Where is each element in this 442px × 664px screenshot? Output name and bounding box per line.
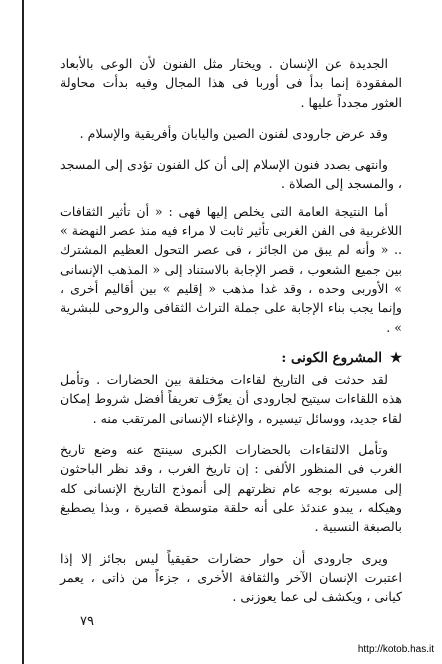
watermark-url: http://kotob.has.it bbox=[357, 644, 434, 655]
paragraph-5: لقد حدثت فى التاريخ لقاءات مختلفة بين الحضارات . وتأمل هذه اللقاءات سيتيح لجارودى أن يعرِّف تعريفاً أفضل شروط إمكان لقاء جديد، ووسائل تيسيره ، والإغناء الإنسانى المرتقب منه . bbox=[60, 372, 402, 426]
page-number: ٧٩ bbox=[80, 614, 94, 629]
paragraph-2: وقد عرض جارودى لفنون الصين واليابان وأفريقية والإسلام . bbox=[79, 125, 388, 141]
paragraph-4: أما النتيجة العامة التى يخلص إليها فهى : « أن تأثير الثقافات اللاغربية فى الفن الغربى تأثير ثابت لا مراء فيه منذ عصر النهضة » .. « وأنه لم يبق من الجائز ، فى عصر التحول العظيم المشترك بين جميع الشعوب ، قصر الإجابة بالاستناد إلى « المذهب الإنسانى » الأوربى وحده ، وقد غدا مذهب « إقليم » بين أقاليم أخرى ، وإنما يجب بناء الإجابة على جملة التراث الثقافى والروحى للبشرية » . bbox=[60, 203, 402, 335]
paragraph-3: وانتهى بصدد فنون الإسلام إلى أن كل الفنون تؤدى إلى المسجد ، والمسجد إلى الصلاة . bbox=[60, 157, 402, 192]
section-heading bbox=[60, 349, 402, 368]
binding-edge-line bbox=[22, 0, 24, 664]
paragraph-7: ويرى جارودى أن حوار حضارات حقيقياً ليس بجائز إلا إذا اعتبرت الإنسان الآخر والثقافة الأخرى ، جزءاً من ذاتى ، يعمر كيانى ، ويكشف لى عما يعوزنى . bbox=[60, 550, 402, 605]
paragraph-1: الجديدة عن الإنسان . ويختار مثل الفنون لأن الوعى بالأبعاد المفقودة إنما بدأ فى أوربا فى هذا المجال وفيه بدأت محاولة العثور مجدداً عليها . bbox=[60, 56, 402, 110]
star-icon: ★ bbox=[389, 349, 402, 366]
page-text-block bbox=[60, 54, 402, 614]
section-heading-text: المشروع الكونى : bbox=[281, 349, 382, 366]
paragraph-6: وتأمل الالتقاءات بالحضارات الكبرى سينتج عنه وضع تاريخ الغرب فى المنظور الألفى : إن تاريخ الغرب ، وقد نظر الباحثون إلى مسيرته بوجه عام نظرتهم إلى أنموذج التاريخ الإنسانى كله وهيكله ، يبدو عندئذ على أنه حلقة متوسطة قصيرة ، وبذا يصطبغ بالصبغة النسبية . bbox=[60, 442, 402, 535]
